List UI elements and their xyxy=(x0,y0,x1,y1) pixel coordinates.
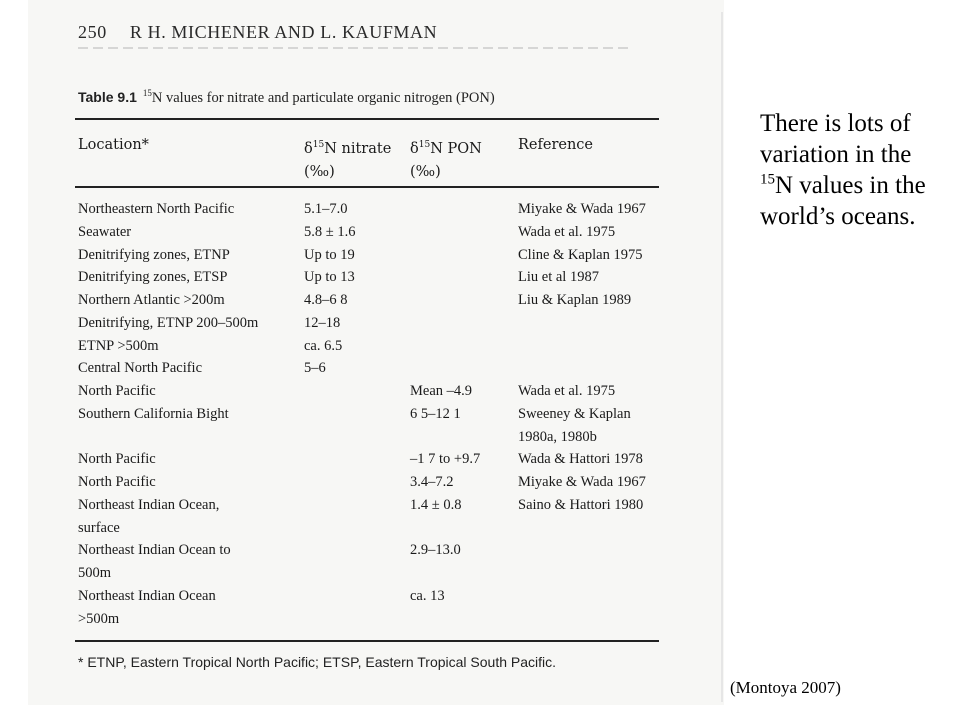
table-caption xyxy=(78,88,495,107)
cell-location: Denitrifying zones, ETNP xyxy=(78,246,230,263)
cell-location: North Pacific xyxy=(78,451,156,468)
table-top-rule xyxy=(75,118,659,120)
cell-location: Seawater xyxy=(78,223,132,240)
header-pon-delta: δ xyxy=(410,140,419,157)
cell-location: Northeastern North Pacific xyxy=(78,201,235,217)
cell-location: Southern California Bight xyxy=(78,405,229,422)
cell-reference: Liu et al 1987 xyxy=(518,269,599,286)
cell-reference: Liu & Kaplan 1989 xyxy=(518,292,632,308)
cell-pon: 3.4–7.2 xyxy=(410,474,454,490)
page-edge-divider xyxy=(721,12,723,702)
header-pon xyxy=(410,134,482,184)
cell-location: Northeast Indian Ocean, xyxy=(78,496,220,513)
cell-nitrate: 12–18 xyxy=(304,314,341,331)
cell-location: North Pacific xyxy=(78,474,156,490)
slide-commentary xyxy=(760,108,950,232)
header-location: Location* xyxy=(78,137,149,153)
cell-nitrate: 4.8–6 8 xyxy=(304,292,348,308)
cell-nitrate: 5.8 ± 1.6 xyxy=(304,223,356,240)
cell-nitrate: Up to 19 xyxy=(304,246,355,263)
cell-location: Northeast Indian Ocean to xyxy=(78,542,231,559)
cell-location: Central North Pacific xyxy=(78,360,203,377)
cell-location: ETNP >500m xyxy=(78,337,159,354)
source-credit: (Montoya 2007) xyxy=(730,678,841,697)
header-pon-label: N PON xyxy=(430,140,482,157)
cell-location: Northeast Indian Ocean xyxy=(78,587,216,604)
commentary-superscript: 15 xyxy=(760,171,775,188)
cell-location: surface xyxy=(78,519,120,536)
cell-reference: Wada et al. 1975 xyxy=(518,223,616,240)
cell-nitrate: 5–6 xyxy=(304,360,326,377)
cell-reference: Sweeney & Kaplan xyxy=(518,405,631,422)
cell-pon: ca. 13 xyxy=(410,587,445,604)
cell-location: 500m xyxy=(78,565,112,581)
cell-reference: Miyake & Wada 1967 xyxy=(518,474,646,490)
table-bottom-rule xyxy=(75,640,659,642)
header-nitrate-label: N nitrate xyxy=(324,140,392,157)
cell-pon: 1.4 ± 0.8 xyxy=(410,496,462,513)
commentary-text-before: There is lots of variation in the xyxy=(760,110,912,168)
cell-pon: Mean –4.9 xyxy=(410,383,473,399)
cell-location: Denitrifying zones, ETSP xyxy=(78,269,228,286)
header-nitrate xyxy=(304,134,391,184)
running-head xyxy=(78,22,437,43)
header-nitrate-sup: 15 xyxy=(312,140,325,150)
cell-reference: Cline & Kaplan 1975 xyxy=(518,246,643,263)
cell-location: Northern Atlantic >200m xyxy=(78,292,225,308)
header-reference: Reference xyxy=(518,137,593,153)
scan-artifact-line xyxy=(78,47,633,49)
table-footnote: * ETNP, Eastern Tropical North Pacific; ETSP, Eastern Tropical South Pacific. xyxy=(78,654,557,670)
table-header-rule xyxy=(75,186,659,188)
cell-reference: Miyake & Wada 1967 xyxy=(518,201,646,217)
caption-superscript: 15 xyxy=(142,88,152,98)
running-head-authors: R H. MICHENER AND L. KAUFMAN xyxy=(129,22,438,42)
cell-location: Denitrifying, ETNP 200–500m xyxy=(78,314,259,331)
cell-reference: 1980a, 1980b xyxy=(518,428,597,445)
cell-reference: Wada et al. 1975 xyxy=(518,383,616,399)
commentary-text-after: N values in the world’s oceans. xyxy=(760,172,926,230)
cell-location: North Pacific xyxy=(78,383,156,399)
header-nitrate-delta: δ xyxy=(304,140,313,157)
table-number: Table 9.1 xyxy=(78,88,137,105)
header-nitrate-unit: (‰) xyxy=(304,163,335,180)
cell-pon: –1 7 to +9.7 xyxy=(410,451,481,468)
header-pon-unit: (‰) xyxy=(410,163,441,180)
cell-location: >500m xyxy=(78,610,120,627)
cell-reference: Wada & Hattori 1978 xyxy=(518,451,643,468)
caption-text: N values for nitrate and particulate organic nitrogen (PON) xyxy=(151,89,495,106)
cell-nitrate: Up to 13 xyxy=(304,269,355,286)
header-pon-sup: 15 xyxy=(418,140,431,150)
cell-pon: 6 5–12 1 xyxy=(410,405,461,422)
cell-pon: 2.9–13.0 xyxy=(410,542,461,559)
cell-nitrate: 5.1–7.0 xyxy=(304,201,348,217)
cell-reference: Saino & Hattori 1980 xyxy=(518,496,644,513)
cell-nitrate: ca. 6.5 xyxy=(304,337,343,354)
page-number: 250 xyxy=(78,22,107,42)
